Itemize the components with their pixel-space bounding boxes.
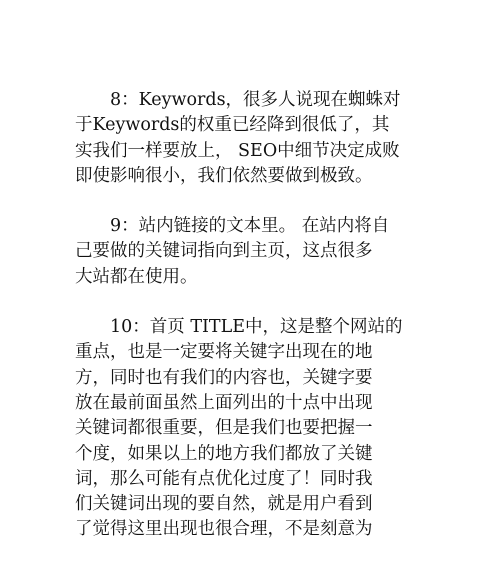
- paragraph-line: 方，同时也有我们的内容也，关键字要: [75, 367, 373, 388]
- paragraph-line: 大站都在使用。: [75, 266, 198, 287]
- paragraph-line: 关键词都很重要，但是我们也要把握一: [75, 418, 373, 439]
- paragraph-line: 9：站内链接的文本里。 在站内将自: [110, 216, 390, 237]
- paragraph-line: 词，那么可能有点优化过度了！同时我: [75, 468, 373, 489]
- document-page: [75, 88, 425, 543]
- paragraph-internal-links: [75, 214, 425, 290]
- paragraph-line: 10：首页 TITLE中，这是整个网站的: [110, 317, 403, 338]
- paragraph-line: 即使影响很小，我们依然要做到极致。: [75, 165, 373, 186]
- paragraph-line: 个度，如果以上的地方我们都放了关键: [75, 443, 373, 464]
- paragraph-line: 放在最前面虽然上面列出的十点中出现: [75, 392, 373, 413]
- paragraph-spacer: [75, 290, 425, 315]
- paragraph-line: 实我们一样要放上， SEO中细节决定成败: [75, 140, 400, 161]
- paragraph-line: 重点，也是一定要将关键字出现在的地: [75, 342, 373, 363]
- paragraph-line: 了觉得这里出现也很合理，不是刻意为: [75, 519, 373, 540]
- paragraph-keywords: [75, 88, 425, 189]
- paragraph-homepage-title: [75, 315, 425, 543]
- paragraph-line: 己要做的关键词指向到主页，这点很多: [75, 241, 373, 262]
- paragraph-spacer: [75, 189, 425, 214]
- paragraph-line: 8：Keywords，很多人说现在蜘蛛对: [110, 90, 401, 110]
- paragraph-line: 于Keywords的权重已经降到很低了，其: [75, 115, 390, 136]
- paragraph-line: 们关键词出现的要自然，就是用户看到: [75, 494, 373, 515]
